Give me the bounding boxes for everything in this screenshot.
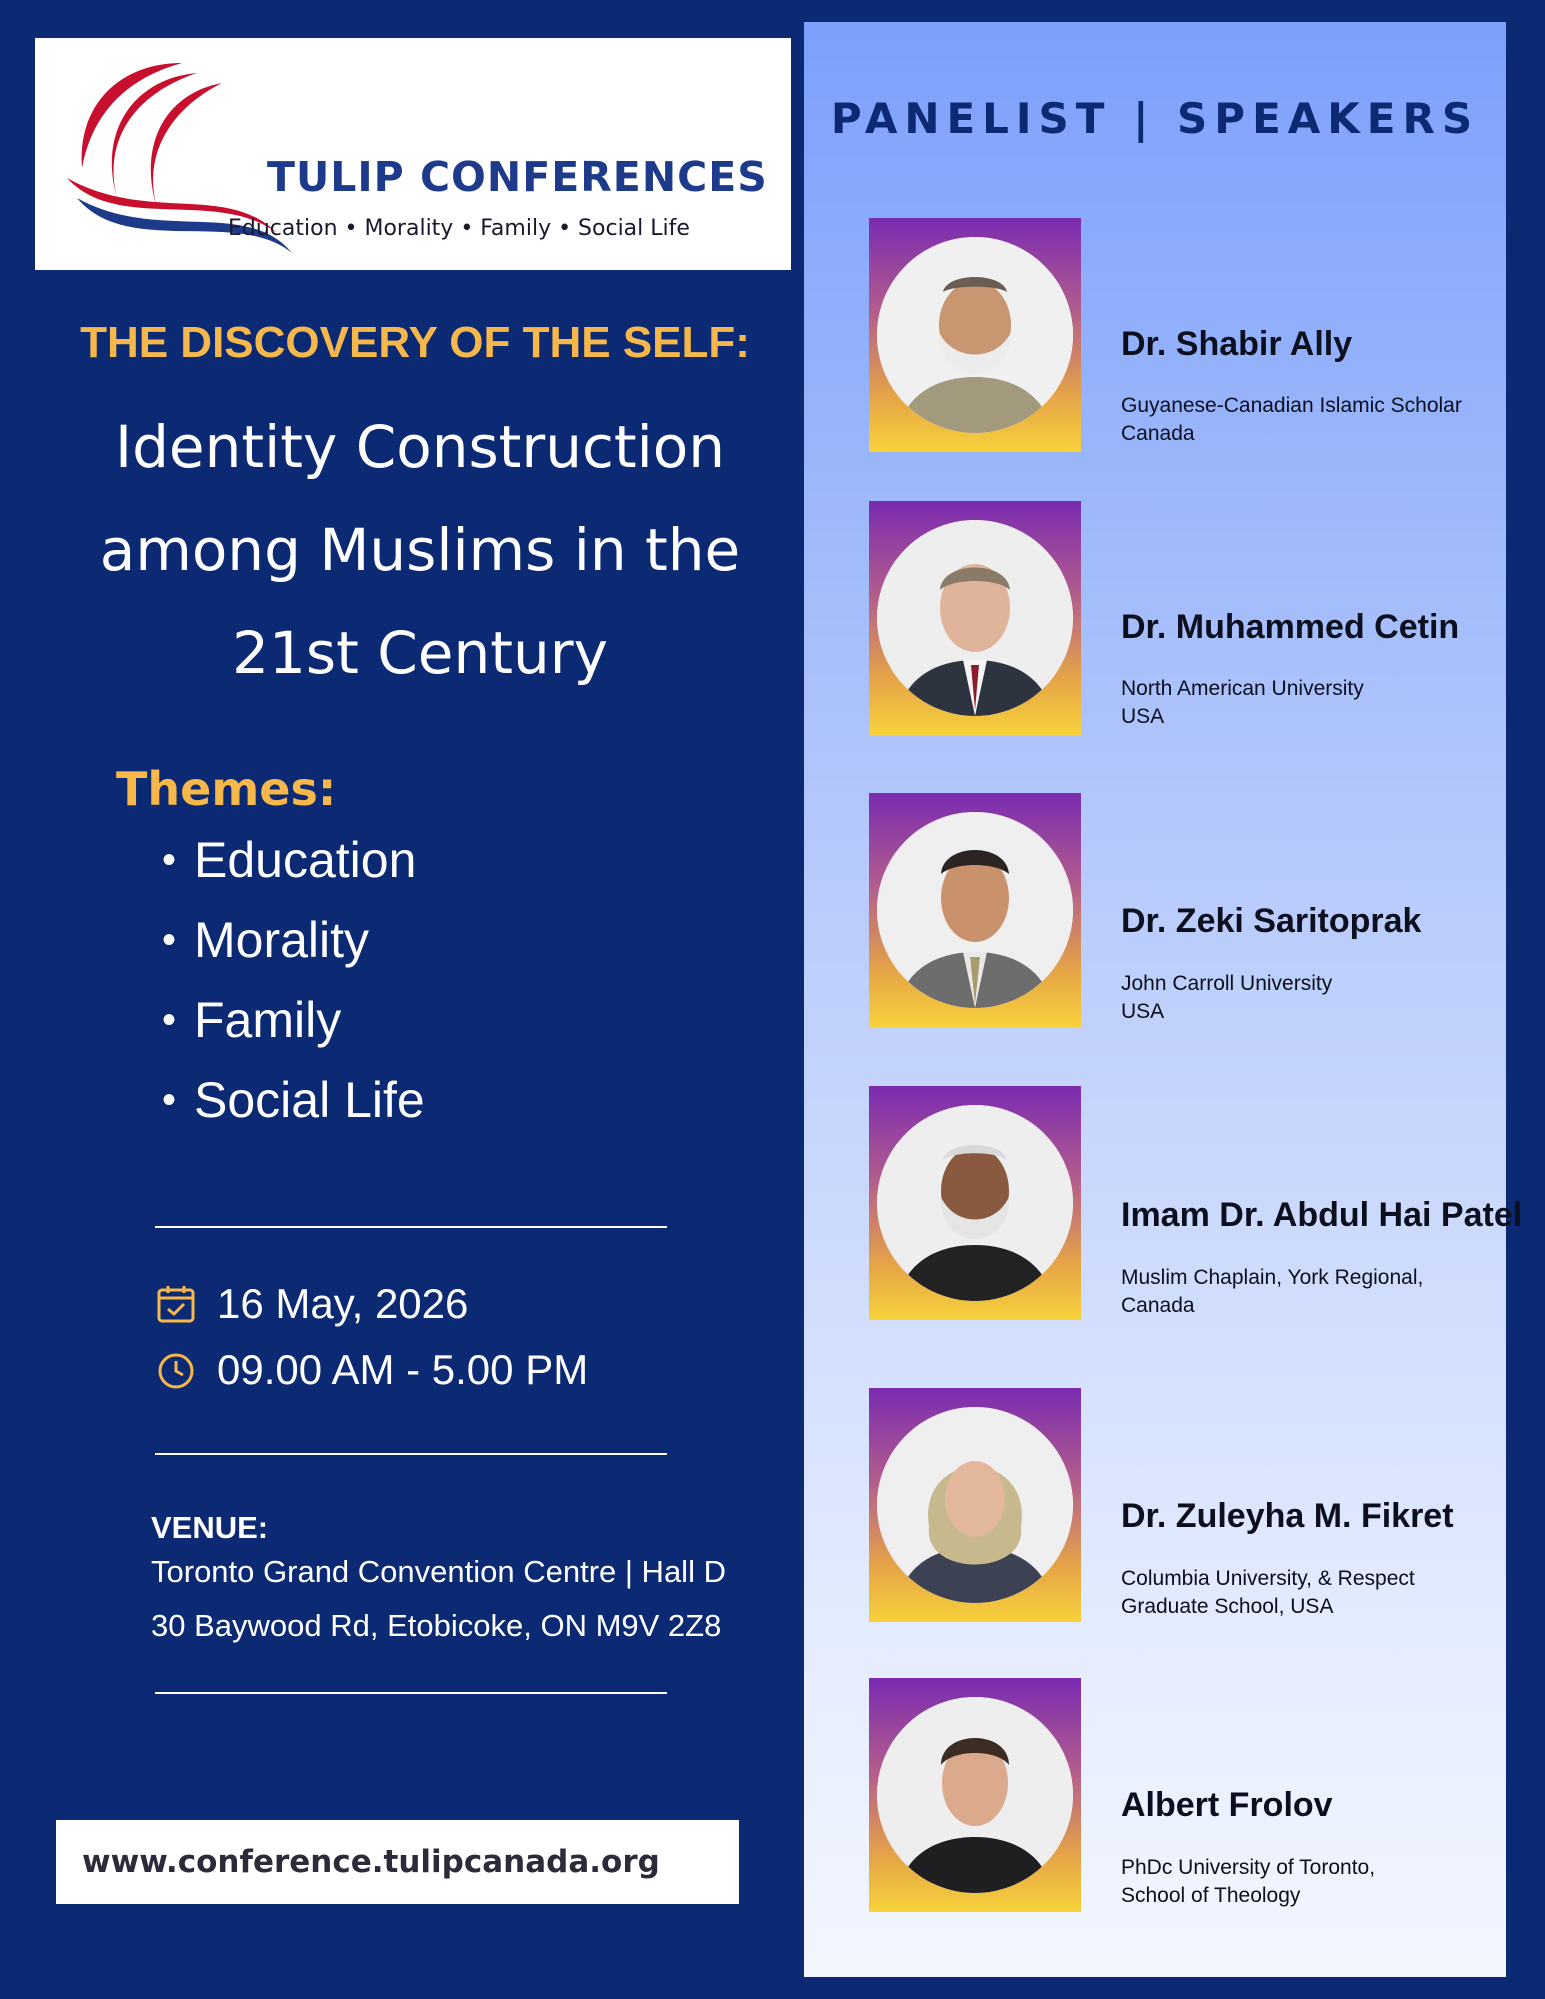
event-subtitle-line: 21st Century [232, 619, 608, 687]
speaker-affiliation: Guyanese-Canadian Islamic Scholar Canada [1121, 394, 1462, 445]
event-headline: THE DISCOVERY OF THE SELF: [80, 318, 750, 367]
speaker-photo-albert-frolov [877, 1697, 1073, 1893]
speaker-affiliation: John Carroll University USA [1121, 972, 1333, 1023]
bullet-icon: • [162, 918, 177, 962]
photo-frame [869, 1086, 1081, 1320]
venue-name: Toronto Grand Convention Centre | Hall D [151, 1554, 726, 1589]
logo-box [35, 38, 791, 270]
theme-item: • Social Life [162, 1060, 425, 1140]
speaker-card [869, 218, 1499, 452]
speaker-affiliation: North American University USA [1121, 677, 1364, 728]
speaker-name: Dr. Muhammed Cetin [1121, 608, 1460, 646]
venue-label: VENUE: [151, 1510, 269, 1545]
event-date: 16 May, 2026 [217, 1280, 469, 1327]
event-subtitle-line: among Muslims in the [99, 516, 741, 584]
photo-frame [869, 218, 1081, 452]
clock-icon [155, 1349, 197, 1391]
photo-frame [869, 793, 1081, 1027]
event-time-row [155, 1340, 588, 1400]
photo-frame [869, 1678, 1081, 1912]
divider [155, 1453, 667, 1455]
panel-title: PANELIST | SPEAKERS [830, 94, 1480, 143]
photo-frame [869, 1388, 1081, 1622]
bullet-icon: • [162, 1078, 177, 1122]
speaker-name: Dr. Shabir Ally [1121, 325, 1353, 363]
event-subtitle [40, 396, 800, 705]
speaker-name: Dr. Zeki Saritoprak [1121, 902, 1422, 940]
speaker-card [869, 793, 1499, 1027]
website-link[interactable]: www.conference.tulipcanada.org [82, 1844, 660, 1880]
website-box[interactable] [56, 1820, 739, 1904]
bullet-icon: • [162, 998, 177, 1042]
speaker-card [869, 1388, 1499, 1622]
themes-list [162, 820, 425, 1140]
speaker-card [869, 501, 1499, 735]
speaker-affiliation: PhDc University of Toronto, School of Theology [1121, 1856, 1376, 1907]
speaker-name: Imam Dr. Abdul Hai Patel [1121, 1196, 1523, 1234]
brand-name: TULIP CONFERENCES [267, 153, 768, 201]
bullet-icon: • [162, 838, 177, 882]
divider [155, 1226, 667, 1228]
theme-item: • Morality [162, 900, 425, 980]
speaker-photo-muhammed-cetin [877, 520, 1073, 716]
speaker-affiliation: Muslim Chaplain, York Regional, Canada [1121, 1266, 1424, 1317]
speaker-photo-shabir-ally [877, 237, 1073, 433]
brand-tagline: Education • Morality • Family • Social Life [228, 216, 690, 241]
speaker-name: Albert Frolov [1121, 1786, 1333, 1824]
theme-item: • Education [162, 820, 425, 900]
speaker-photo-zeki-saritoprak [877, 812, 1073, 1008]
divider [155, 1692, 667, 1694]
theme-item: • Family [162, 980, 425, 1060]
calendar-check-icon [155, 1283, 197, 1325]
event-date-row [155, 1274, 468, 1334]
speakers-panel [804, 22, 1523, 1977]
speaker-photo-zuleyha-fikret [877, 1407, 1073, 1603]
speaker-card [869, 1678, 1499, 1912]
event-subtitle-line: Identity Construction [114, 413, 726, 481]
venue-address: 30 Baywood Rd, Etobicoke, ON M9V 2Z8 [151, 1608, 722, 1643]
speaker-card [869, 1086, 1523, 1320]
speaker-photo-abdul-hai-patel [877, 1105, 1073, 1301]
speaker-affiliation: Columbia University, & Respect Graduate School, USA [1121, 1567, 1415, 1618]
event-time: 09.00 AM - 5.00 PM [217, 1346, 589, 1393]
speaker-name: Dr. Zuleyha M. Fikret [1121, 1497, 1454, 1535]
themes-title: Themes: [116, 762, 337, 816]
photo-frame [869, 501, 1081, 735]
